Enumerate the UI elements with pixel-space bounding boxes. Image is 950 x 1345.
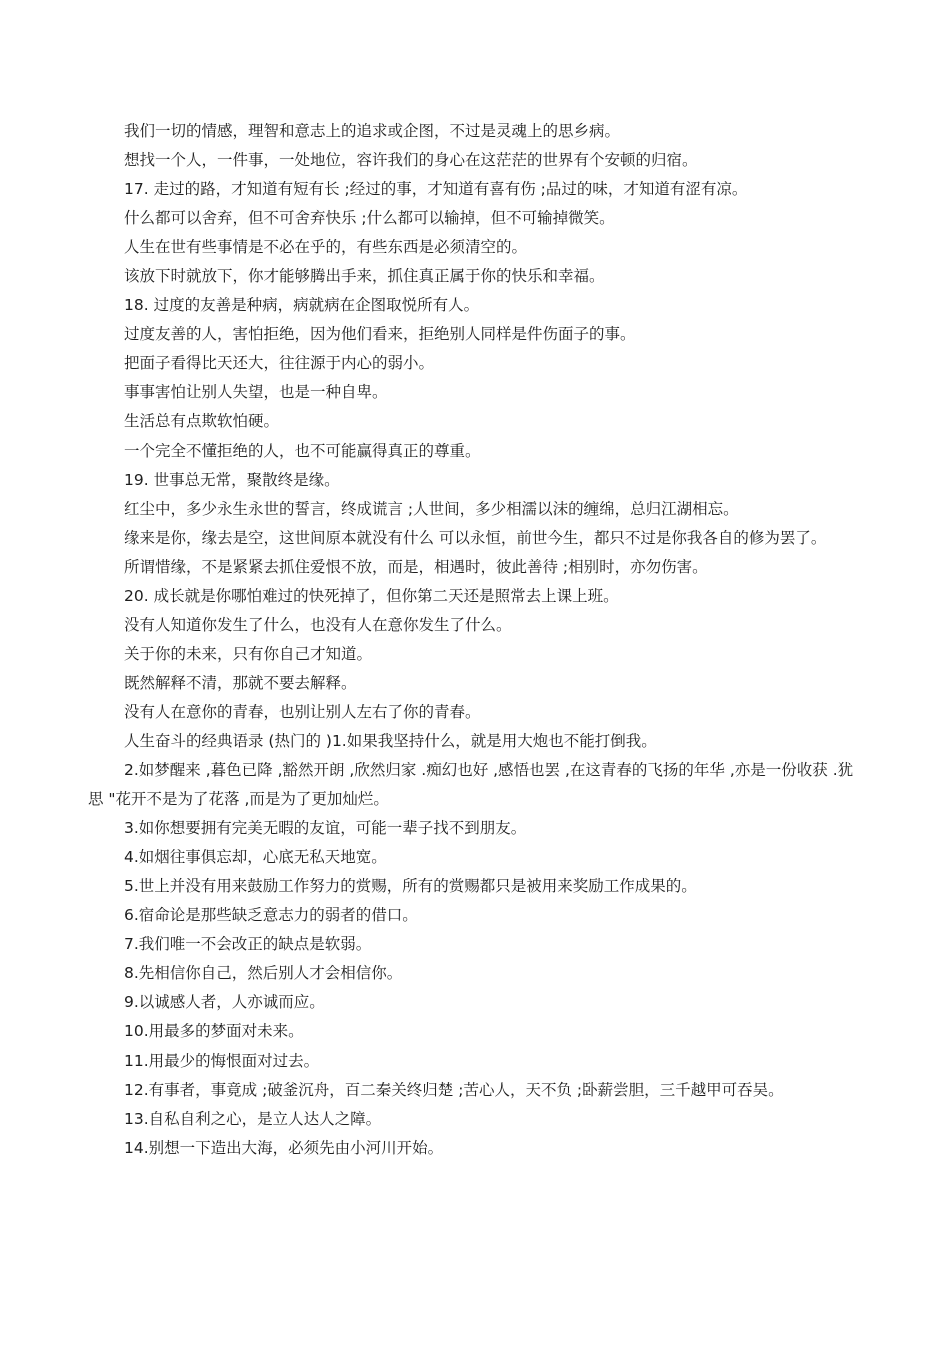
paragraph: 我们一切的情感，理智和意志上的追求或企图，不过是灵魂上的思乡病。 — [124, 122, 621, 140]
paragraph: 没有人知道你发生了什么，也没有人在意你发生了什么。 — [124, 615, 512, 634]
paragraph: 既然解释不清，那就不要去解释。 — [124, 673, 357, 692]
paragraph: 事事害怕让别人失望，也是一种自卑。 — [124, 383, 388, 402]
paragraph: 3.如你想要拥有完美无暇的友谊，可能一辈子找不到朋友。 — [124, 819, 527, 838]
paragraph: 没有人在意你的青春，也别让别人左右了你的青春。 — [124, 702, 481, 721]
paragraph: 5.世上并没有用来鼓励工作努力的赏赐，所有的赏赐都只是被用来奖励工作成果的。 — [124, 877, 697, 896]
paragraph: 什么都可以舍弃，但不可舍弃快乐 ;什么都可以输掉，但不可输掉微笑。 — [124, 209, 615, 228]
paragraph: 11.用最少的悔恨面对过去。 — [124, 1051, 320, 1070]
paragraph: 14.别想一下造出大海，必须先由小河川开始。 — [124, 1138, 444, 1157]
paragraph: 19. 世事总无常，聚散终是缘。 — [124, 470, 340, 489]
paragraph: 关于你的未来，只有你自己才知道。 — [124, 644, 373, 663]
paragraph: 红尘中，多少永生永世的誓言，终成谎言 ;人世间，多少相濡以沫的缠绵，总归江湖相忘。 — [124, 499, 739, 518]
paragraph: 9.以诚感人者，人亦诚而应。 — [124, 993, 325, 1012]
paragraph: 生活总有点欺软怕硬。 — [124, 412, 280, 431]
paragraph: 2.如梦醒来 ,暮色已降 ,豁然开朗 ,欣然归家 .痴幻也好 ,感悟也罢 ,在这青春的飞扬的年华 ,亦是一份收获 .犹思 "花开不是为了花落 ,而是为了更加灿烂。 — [88, 761, 854, 809]
document-body — [0, 117, 950, 1163]
paragraph: 一个完全不懂拒绝的人，也不可能赢得真正的尊重。 — [124, 441, 481, 460]
paragraph: 8.先相信你自己，然后别人才会相信你。 — [124, 964, 403, 983]
paragraph: 该放下时就放下，你才能够腾出手来，抓住真正属于你的快乐和幸福。 — [124, 267, 605, 286]
paragraph: 人生在世有些事情是不必在乎的，有些东西是必须清空的。 — [124, 238, 528, 257]
paragraph: 4.如烟往事俱忘却，心底无私天地宽。 — [124, 848, 387, 867]
paragraph: 想找一个人，一件事，一处地位，容许我们的身心在这茫茫的世界有个安顿的归宿。 — [124, 151, 698, 170]
paragraph: 把面子看得比天还大，往往源于内心的弱小。 — [124, 354, 435, 373]
paragraph: 缘来是你，缘去是空，这世间原本就没有什么 可以永恒，前世今生，都只不过是你我各自的修为罢了。 — [124, 528, 827, 547]
paragraph: 6.宿命论是那些缺乏意志力的弱者的借口。 — [124, 906, 418, 925]
paragraph: 20. 成长就是你哪怕难过的快死掉了，但你第二天还是照常去上课上班。 — [124, 586, 619, 605]
paragraph: 13.自私自利之心，是立人达人之障。 — [124, 1109, 382, 1128]
paragraph: 人生奋斗的经典语录 (热门的 )1.如果我坚持什么，就是用大炮也不能打倒我。 — [124, 731, 657, 750]
paragraph: 10.用最多的梦面对未来。 — [124, 1022, 304, 1041]
paragraph: 7.我们唯一不会改正的缺点是软弱。 — [124, 935, 372, 954]
paragraph: 17. 走过的路，才知道有短有长 ;经过的事，才知道有喜有伤 ;品过的味，才知道有涩有凉。 — [124, 180, 748, 199]
paragraph: 18. 过度的友善是种病，病就病在企图取悦所有人。 — [124, 296, 480, 315]
paragraph: 所谓惜缘，不是紧紧去抓住爱恨不放，而是，相遇时，彼此善待 ;相别时，亦勿伤害。 — [124, 557, 708, 576]
paragraph: 过度友善的人，害怕拒绝，因为他们看来，拒绝别人同样是件伤面子的事。 — [124, 325, 636, 344]
paragraph: 12.有事者，事竟成 ;破釜沉舟，百二秦关终归楚 ;苦心人，天不负 ;卧薪尝胆，三千越甲可吞吴。 — [124, 1080, 784, 1099]
